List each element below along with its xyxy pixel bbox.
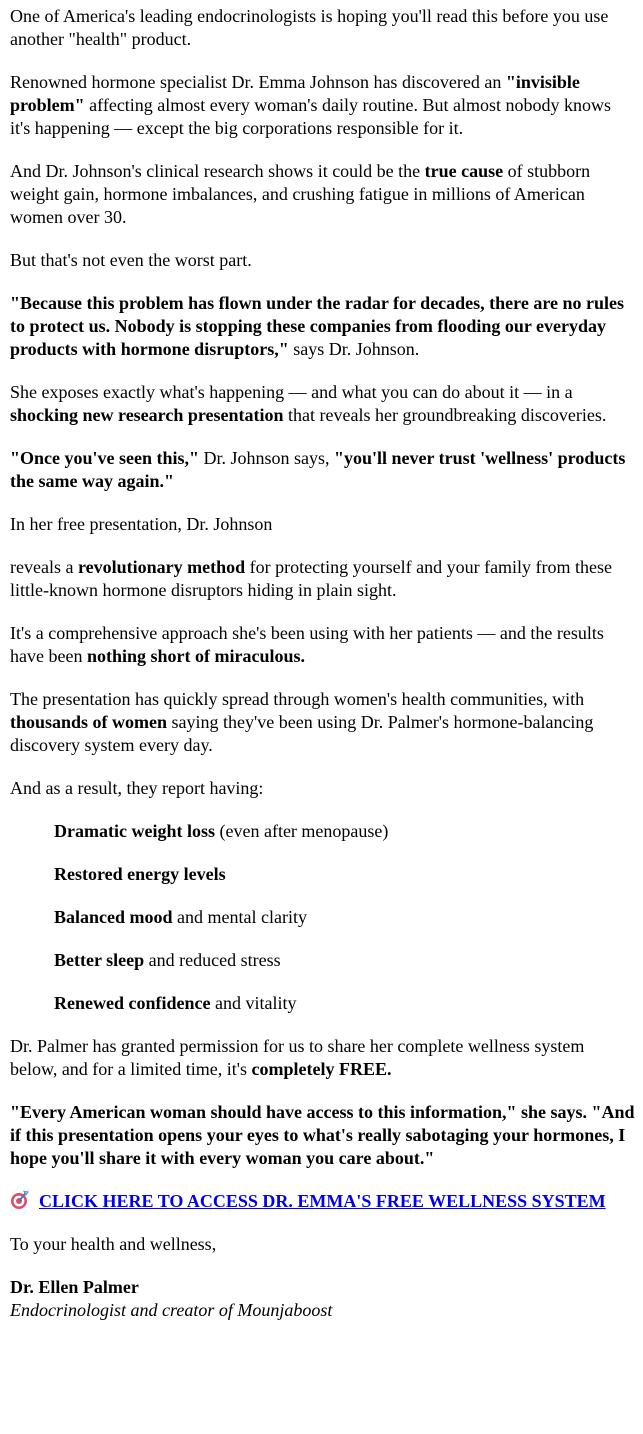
text-run: "Because this problem has flown under the radar for decades, there are no rules to protect us. Nobody is stopping these companies from flooding our everyday products with hormone disruptors," [10,293,624,359]
signature-title: Endocrinologist and creator of Mounjaboost [10,1300,333,1320]
benefit-item [54,992,635,1015]
benefit-item [54,949,635,972]
text-run: She exposes exactly what's happening — and what you can do about it — in a [10,382,573,402]
paragraph [10,381,635,427]
text-run: "you'll never trust 'wellness' products the same way again." [10,448,626,491]
text-run: revolutionary method [77,557,246,577]
text-run: of stubborn weight gain, hormone imbalances, and crushing fatigue in millions of American women over 30. [10,161,591,227]
text-run: Renowned hormone specialist Dr. Emma Johnson has discovered an [10,72,506,92]
text-run: Restored energy levels [54,864,226,884]
text-run: affecting almost every woman's daily routine. But almost nobody knows it's happening — except the big corporations responsible for it. [10,95,611,138]
text-run: thousands of women [10,712,168,732]
cta-paragraph [10,1190,635,1213]
text-run: nothing short of miraculous. [86,646,305,666]
paragraph [10,160,635,229]
text-run: One of America's leading endocrinologists is hoping you'll read this before you use another "health" product. [10,6,609,49]
text-run: shocking new research presentation [10,405,284,425]
text-run: The presentation has quickly spread through women's health communities, with [10,689,585,709]
text-run: saying they've been using Dr. Palmer's hormone-balancing discovery system every day. [10,712,594,755]
text-run: "Every American woman should have access to this information," she says. "And if this presentation opens your eyes to what's really sabotaging your hormones, I hope you'll share it with every woman you care about." [10,1102,635,1168]
text-run: Renewed confidence [54,993,211,1013]
text-run: "Once you've seen this," [10,448,199,468]
text-run: In her free presentation, Dr. Johnson [10,514,273,534]
text-run: says Dr. Johnson. [288,339,420,359]
text-run: true cause [424,161,504,181]
paragraph [10,688,635,757]
text-run: for protecting yourself and your family from these little-known hormone disruptors hiding in plain sight. [10,557,613,600]
benefit-item [54,820,635,843]
text-run: Dr. Palmer has granted permission for us to share her complete wellness system below, and for a limited time, it's [10,1036,585,1079]
cta-link[interactable] [10,1191,606,1211]
target-icon[interactable] [10,1190,30,1210]
text-run: To your health and wellness, [10,1234,217,1254]
text-run: and reduced stress [144,950,281,970]
text-run: Dramatic weight loss [54,821,215,841]
paragraph [10,5,635,51]
paragraph [10,1101,635,1170]
paragraph [10,513,635,536]
text-run: And Dr. Johnson's clinical research shows it could be the [10,161,425,181]
benefit-item [54,863,635,886]
paragraph [10,71,635,140]
benefit-item [54,906,635,929]
paragraph [10,1035,635,1081]
paragraph [10,777,635,800]
text-run: "invisible problem" [10,72,580,115]
paragraph [10,622,635,668]
cta-link-label[interactable]: CLICK HERE TO ACCESS DR. EMMA'S FREE WELLNESS SYSTEM [39,1191,606,1211]
signature-name: Dr. Ellen Palmer [10,1277,139,1297]
text-run: Dr. Johnson says, [198,448,334,468]
paragraph [10,556,635,602]
text-run: It's a comprehensive approach she's been using with her patients — and the results have been [10,623,604,666]
text-run: and mental clarity [172,907,307,927]
text-run: Balanced mood [54,907,173,927]
text-run: And as a result, they report having: [10,778,264,798]
text-run: completely FREE. [251,1059,392,1079]
paragraph [10,1233,635,1256]
text-run: that reveals her groundbreaking discoveries. [283,405,607,425]
text-run: Better sleep [54,950,145,970]
text-run: reveals a [10,557,78,577]
signature [10,1276,635,1322]
paragraph [10,447,635,493]
paragraph [10,292,635,361]
text-run: and vitality [210,993,297,1013]
text-run: (even after menopause) [214,821,389,841]
paragraph [10,249,635,272]
text-run: But that's not even the worst part. [10,250,252,270]
